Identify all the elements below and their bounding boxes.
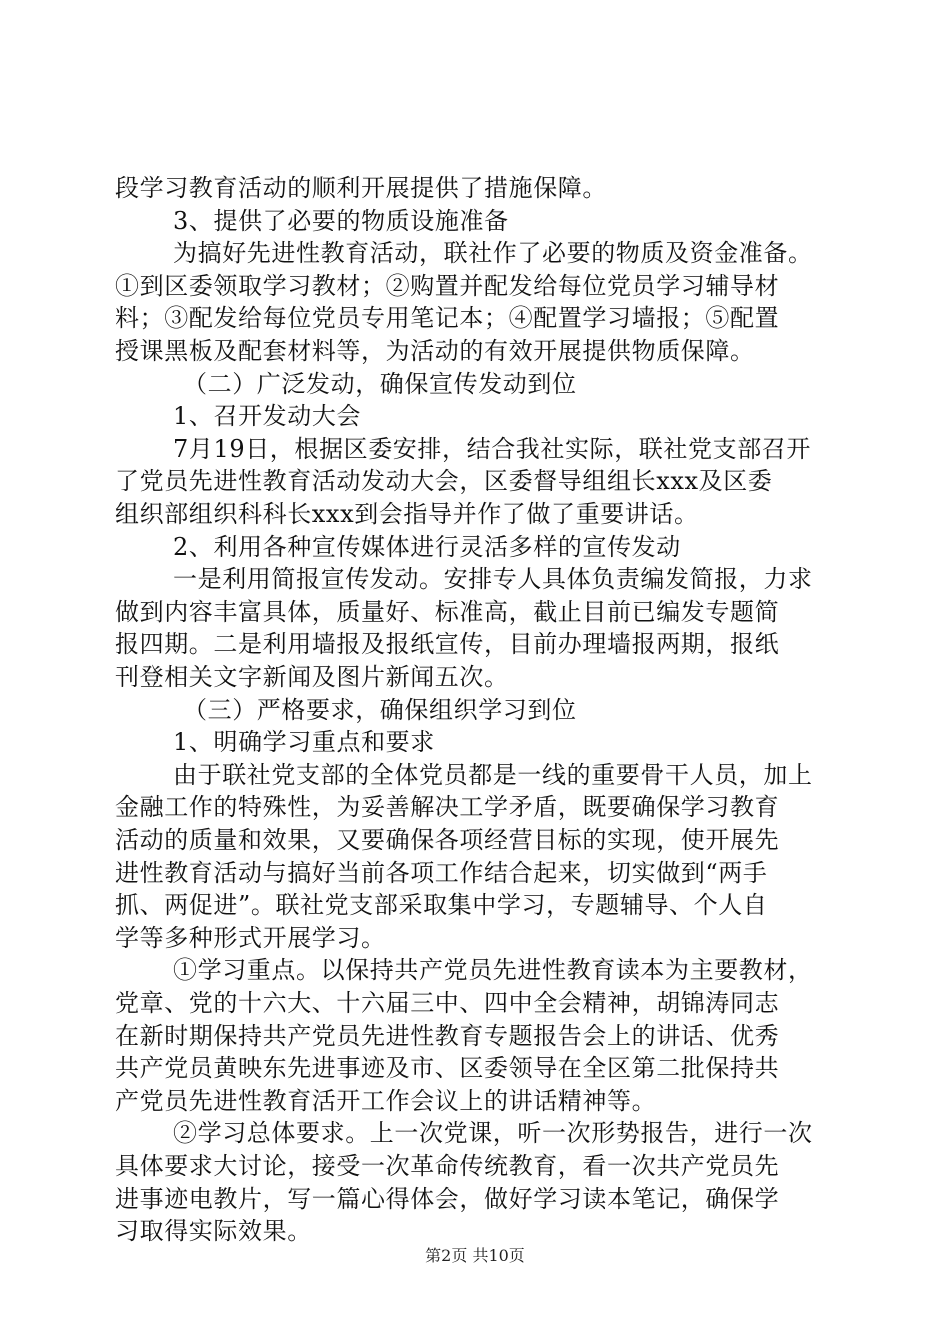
section-heading: 2、利用各种宣传媒体进行灵活多样的宣传发动 bbox=[173, 533, 681, 561]
paragraph-line: 刊登相关文字新闻及图片新闻五次。 bbox=[115, 663, 509, 691]
section-heading: 1、召开发动大会 bbox=[173, 402, 362, 430]
paragraph-line: ①到区委领取学习教材；②购置并配发给每位党员学习辅导材 bbox=[115, 272, 780, 300]
paragraph-line: 具体要求大讨论，接受一次革命传统教育，看一次共产党员先 bbox=[115, 1152, 780, 1180]
paragraph-line: 授课黑板及配套材料等，为活动的有效开展提供物质保障。 bbox=[115, 337, 755, 365]
paragraph-line: 料；③配发给每位党员专用笔记本；④配置学习墙报；⑤配置 bbox=[115, 304, 780, 332]
paragraph-line: 抓、两促进”。联社党支部采取集中学习，专题辅导、个人自 bbox=[115, 891, 768, 919]
section-heading: （二）广泛发动，确保宣传发动到位 bbox=[183, 370, 577, 398]
paragraph-line: 学等多种形式开展学习。 bbox=[115, 924, 386, 952]
paragraph-line: 了党员先进性教育活动发动大会，区委督导组组长xxx及区委 bbox=[115, 467, 773, 495]
paragraph-line: 做到内容丰富具体，质量好、标准高，截止目前已编发专题简 bbox=[115, 598, 780, 626]
paragraph-line: 7月19日，根据区委安排，结合我社实际，联社党支部召开 bbox=[173, 435, 812, 463]
paragraph-line: 进事迹电教片，写一篇心得体会，做好学习读本笔记，确保学 bbox=[115, 1185, 780, 1213]
text-line: 段学习教育活动的顺利开展提供了措施保障。 bbox=[115, 174, 607, 202]
paragraph-line: 一是利用简报宣传发动。安排专人具体负责编发简报，力求 bbox=[173, 565, 813, 593]
paragraph-line: 组织部组织科科长xxx到会指导并作了做了重要讲话。 bbox=[115, 500, 699, 528]
paragraph-line: 为搞好先进性教育活动，联社作了必要的物质及资金准备。 bbox=[173, 239, 813, 267]
section-heading: 3、提供了必要的物质设施准备 bbox=[173, 207, 509, 235]
paragraph-line: ②学习总体要求。上一次党课，听一次形势报告，进行一次 bbox=[173, 1119, 813, 1147]
paragraph-line: 在新时期保持共产党员先进性教育专题报告会上的讲话、优秀 bbox=[115, 1022, 780, 1050]
section-heading: （三）严格要求，确保组织学习到位 bbox=[183, 696, 577, 724]
page-footer: 第2页 共10页 bbox=[425, 1246, 525, 1265]
paragraph-line: 习取得实际效果。 bbox=[115, 1217, 312, 1245]
paragraph-line: 金融工作的特殊性，为妥善解决工学矛盾，既要确保学习教育 bbox=[115, 793, 780, 821]
paragraph-line: 由于联社党支部的全体党员都是一线的重要骨干人员，加上 bbox=[173, 761, 813, 789]
paragraph-line: 党章、党的十六大、十六届三中、四中全会精神，胡锦涛同志 bbox=[115, 989, 780, 1017]
paragraph-line: 进性教育活动与搞好当前各项工作结合起来，切实做到“两手 bbox=[115, 859, 768, 887]
paragraph-line: 活动的质量和效果，又要确保各项经营目标的实现，使开展先 bbox=[115, 826, 780, 854]
paragraph-line: 产党员先进性教育活开工作会议上的讲话精神等。 bbox=[115, 1087, 657, 1115]
section-heading: 1、明确学习重点和要求 bbox=[173, 728, 435, 756]
paragraph-line: 共产党员黄映东先进事迹及市、区委领导在全区第二批保持共 bbox=[115, 1054, 780, 1082]
paragraph-line: ①学习重点。以保持共产党员先进性教育读本为主要教材， bbox=[173, 956, 813, 984]
paragraph-line: 报四期。二是利用墙报及报纸宣传，目前办理墙报两期，报纸 bbox=[115, 630, 780, 658]
